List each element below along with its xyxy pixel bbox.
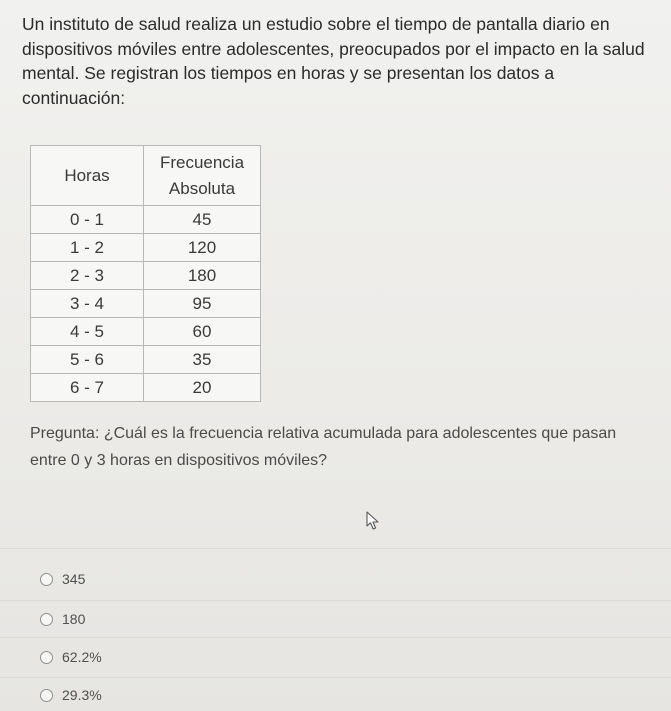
header-frecuencia-absoluta [144,146,261,206]
cell-frecuencia: 20 [144,374,261,402]
answer-option[interactable] [40,571,85,587]
cell-horas: 3 - 4 [31,290,144,318]
divider [0,600,671,601]
cell-frecuencia: 120 [144,234,261,262]
table-row [31,318,261,346]
radio-unchecked-icon[interactable] [40,573,53,586]
answer-option[interactable] [40,611,85,627]
divider [0,677,671,678]
answer-option-label: 29.3% [62,687,102,703]
cell-frecuencia: 35 [144,346,261,374]
table-row [31,374,261,402]
radio-unchecked-icon[interactable] [40,689,53,702]
table-row [31,346,261,374]
answer-option[interactable] [40,649,102,665]
cell-horas: 0 - 1 [31,206,144,234]
answer-option-label: 62.2% [62,649,102,665]
problem-statement: Un instituto de salud realiza un estudio sobre el tiempo de pantalla diario en dispositivos móviles entre adolescentes, preocupados por el impacto en la salud mental. Se registran los tiempos en horas y se presentan los datos a continuación: [22,14,645,108]
cell-frecuencia: 180 [144,262,261,290]
cell-horas: 2 - 3 [31,262,144,290]
table-row [31,262,261,290]
mouse-pointer-icon [366,511,380,531]
header-frecuencia-line2: Absoluta [168,178,236,198]
table-row [31,234,261,262]
table-header-row [31,146,261,206]
cell-horas: 5 - 6 [31,346,144,374]
divider [0,637,671,638]
cell-horas: 6 - 7 [31,374,144,402]
header-horas: Horas [31,146,144,206]
divider [0,548,671,549]
answer-option[interactable] [40,687,102,703]
cell-frecuencia: 95 [144,290,261,318]
cell-horas: 4 - 5 [31,318,144,346]
radio-unchecked-icon[interactable] [40,613,53,626]
radio-unchecked-icon[interactable] [40,651,53,664]
question-text: Pregunta: ¿Cuál es la frecuencia relativa acumulada para adolescentes que pasan entre 0 y 3 horas en dispositivos móviles? [30,425,617,469]
cell-horas: 1 - 2 [31,234,144,262]
answer-option-label: 345 [62,571,86,587]
frequency-table [30,145,261,402]
table-row [31,290,261,318]
answer-option-label: 180 [62,611,86,627]
cell-frecuencia: 45 [144,206,261,234]
table-row [31,206,261,234]
cell-frecuencia: 60 [144,318,261,346]
header-frecuencia-line1: Frecuencia [159,152,245,172]
